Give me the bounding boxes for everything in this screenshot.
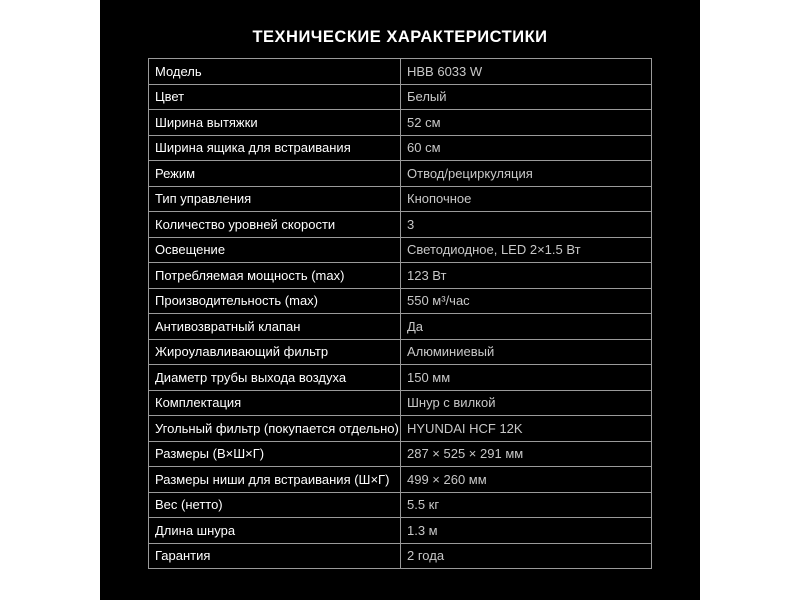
table-row: [149, 212, 652, 238]
table-row: [149, 518, 652, 544]
table-row: [149, 314, 652, 340]
spec-value: 5.5 кг: [401, 492, 652, 518]
table-row: [149, 543, 652, 569]
specs-table: [148, 58, 652, 569]
spec-value: 2 года: [401, 543, 652, 569]
table-row: [149, 110, 652, 136]
spec-label: Жироулавливающий фильтр: [149, 339, 401, 365]
spec-value: Алюминиевый: [401, 339, 652, 365]
spec-label: Производительность (max): [149, 288, 401, 314]
table-row: [149, 161, 652, 187]
spec-label: Освещение: [149, 237, 401, 263]
table-row: [149, 416, 652, 442]
spec-label: Модель: [149, 59, 401, 85]
spec-value: 287 × 525 × 291 мм: [401, 441, 652, 467]
spec-value: Отвод/рециркуляция: [401, 161, 652, 187]
spec-label: Потребляемая мощность (max): [149, 263, 401, 289]
spec-value: HBB 6033 W: [401, 59, 652, 85]
spec-label: Комплектация: [149, 390, 401, 416]
table-row: [149, 288, 652, 314]
table-row: [149, 135, 652, 161]
spec-label: Угольный фильтр (покупается отдельно): [149, 416, 401, 442]
spec-value: Белый: [401, 84, 652, 110]
spec-value: 60 см: [401, 135, 652, 161]
spec-value: 499 × 260 мм: [401, 467, 652, 493]
spec-value: 1.3 м: [401, 518, 652, 544]
spec-value: HYUNDAI HCF 12K: [401, 416, 652, 442]
spec-label: Размеры (В×Ш×Г): [149, 441, 401, 467]
table-row: [149, 365, 652, 391]
spec-value: 123 Вт: [401, 263, 652, 289]
spec-value: 550 м³/час: [401, 288, 652, 314]
table-row: [149, 263, 652, 289]
spec-label: Размеры ниши для встраивания (Ш×Г): [149, 467, 401, 493]
table-row: [149, 492, 652, 518]
spec-value: Шнур с вилкой: [401, 390, 652, 416]
spec-value: 150 мм: [401, 365, 652, 391]
spec-label: Диаметр трубы выхода воздуха: [149, 365, 401, 391]
table-row: [149, 441, 652, 467]
spec-label: Цвет: [149, 84, 401, 110]
spec-label: Длина шнура: [149, 518, 401, 544]
page-title: ТЕХНИЧЕСКИЕ ХАРАКТЕРИСТИКИ: [252, 28, 548, 46]
spec-label: Антивозвратный клапан: [149, 314, 401, 340]
spec-value: 3: [401, 212, 652, 238]
spec-value: Да: [401, 314, 652, 340]
spec-label: Режим: [149, 161, 401, 187]
table-row: [149, 237, 652, 263]
spec-label: Вес (нетто): [149, 492, 401, 518]
spec-label: Ширина ящика для встраивания: [149, 135, 401, 161]
spec-value: 52 см: [401, 110, 652, 136]
table-row: [149, 390, 652, 416]
table-row: [149, 186, 652, 212]
table-row: [149, 339, 652, 365]
spec-label: Ширина вытяжки: [149, 110, 401, 136]
spec-value: Кнопочное: [401, 186, 652, 212]
spec-sheet: [100, 0, 700, 600]
table-row: [149, 84, 652, 110]
table-row: [149, 59, 652, 85]
spec-label: Тип управления: [149, 186, 401, 212]
table-row: [149, 467, 652, 493]
spec-value: Светодиодное, LED 2×1.5 Вт: [401, 237, 652, 263]
spec-label: Количество уровней скорости: [149, 212, 401, 238]
spec-label: Гарантия: [149, 543, 401, 569]
